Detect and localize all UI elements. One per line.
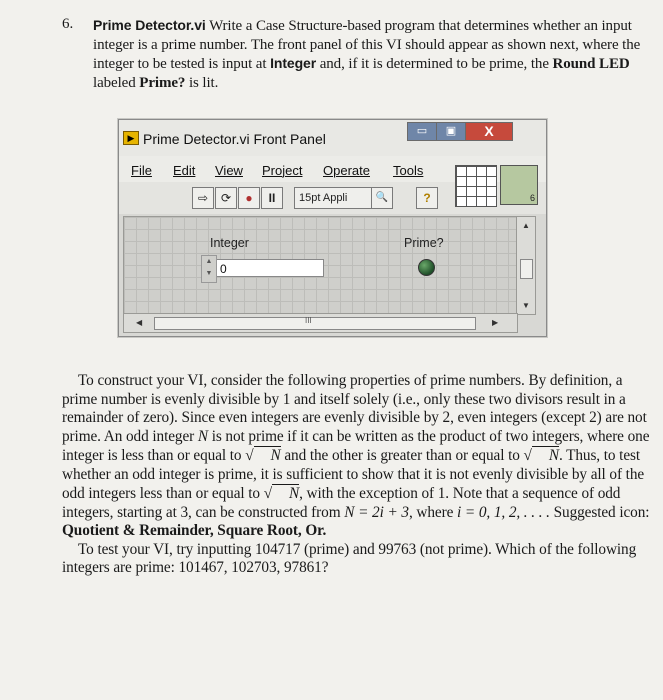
integer-label: Integer (210, 236, 249, 250)
paragraph-2: To test your VI, try inputting 104717 (prime) and 99763 (not prime). Which of the following integers are prime: 101467, 102703, 97861? (62, 540, 637, 576)
run-continuously-icon[interactable]: ⟳ (215, 187, 237, 209)
question-prompt: Prime Detector.vi Write a Case Structure-based program that determines whether an input integer is a prime number. The front panel of this VI should appear as shown next, where the integer to be tested is input at Integer and, if it is determined to be prime, the Round LED labeled Prime? is lit. (93, 17, 641, 91)
window-title: Prime Detector.vi Front Panel (143, 131, 326, 147)
prime-led[interactable] (418, 259, 435, 276)
menu-tools[interactable]: Tools (393, 163, 424, 178)
pause-icon[interactable]: II (261, 187, 283, 209)
close-button[interactable]: X (465, 122, 513, 141)
horizontal-scroll-thumb[interactable] (154, 317, 476, 330)
paragraph-1: To construct your VI, consider the following properties of prime numbers. By definition, a prime number is evenly divisible by 1 and itself solely (i.e., only these two divisors result in a remainder of zero). Since even integers are evenly divisible by 2, even integers (except 2) are not prime. An odd integer N is not prime if it can be written as the product of two integers, where one integer is less than or equal to √ N and the other is greater than or equal to √ N. Thus, to test whether an odd integer is prime, it is sufficient to show that it is not evenly divisible by all of the odd integers less than or equal to √ N, with the exception of 1. Note that a sequence of odd integers, starting at 3, can be constructed from N = 2i + 3, where i = 0, 1, 2, . . . . Suggested icon: Quotient & Remainder, Square Root, Or. (62, 372, 650, 539)
sqrt-n: √ N (523, 447, 559, 464)
suggested-icon-list: Quotient & Remainder, Square Root, Or. (62, 522, 327, 539)
connector-number: 6 (529, 193, 535, 203)
menu-project[interactable]: Project (262, 163, 303, 178)
menu-file[interactable]: File (131, 163, 152, 178)
font-selector[interactable]: 15pt Appli (294, 187, 374, 209)
question-number: 6. (62, 16, 74, 32)
scroll-grip: III (305, 316, 312, 325)
prime-term: Prime? (139, 74, 186, 91)
sequence: i = 0, 1, 2, . . . . (457, 503, 550, 521)
vi-icon[interactable] (500, 165, 538, 205)
sqrt-n: √ N (263, 485, 300, 502)
integer-input[interactable]: 0 (201, 259, 324, 277)
title-bar[interactable] (119, 120, 546, 156)
vertical-scrollbar[interactable] (516, 216, 536, 315)
search-icon[interactable]: 🔍 (371, 187, 393, 209)
help-icon[interactable]: ? (416, 187, 438, 209)
maximize-button[interactable]: ▣ (436, 122, 466, 141)
formula: N = 2i + 3 (344, 503, 409, 521)
round-led-term: Round LED (552, 56, 630, 73)
scroll-down-icon[interactable]: ▼ (522, 301, 530, 310)
minimize-button[interactable]: ▭ (407, 122, 437, 141)
scroll-up-icon[interactable]: ▲ (522, 221, 530, 230)
labview-icon: ▶ (123, 131, 139, 145)
vertical-scroll-thumb[interactable] (520, 259, 533, 279)
menu-edit[interactable]: Edit (173, 163, 196, 178)
menu-view[interactable]: View (215, 163, 243, 178)
labview-front-panel-window (118, 119, 547, 337)
vi-name: Prime Detector.vi (93, 17, 206, 33)
increment-decrement-icon[interactable]: ▲ ▼ (201, 255, 217, 283)
abort-icon[interactable]: ● (238, 187, 260, 209)
menu-operate[interactable]: Operate (323, 163, 370, 178)
integer-term: Integer (270, 55, 317, 72)
horizontal-scrollbar[interactable] (123, 313, 518, 333)
scroll-right-icon[interactable]: ▶ (492, 318, 499, 327)
prime-led-label: Prime? (404, 236, 444, 250)
scroll-left-icon[interactable]: ◀ (136, 318, 143, 327)
run-arrow-icon[interactable]: ⇨ (192, 187, 214, 209)
sqrt-n: √ N (245, 447, 281, 464)
instructions-text (62, 372, 650, 578)
connector-pane-icon[interactable] (455, 165, 497, 207)
